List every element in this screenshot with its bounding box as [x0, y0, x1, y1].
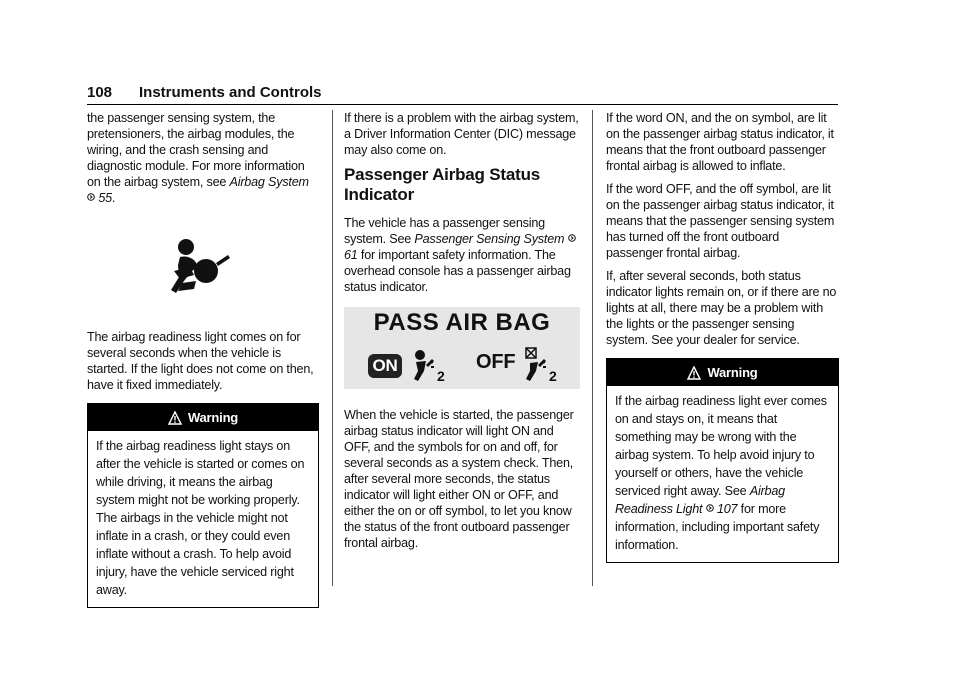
- warning-title: Warning: [707, 364, 758, 380]
- page-reference-arrow-icon: [87, 191, 98, 205]
- paragraph: If, after several seconds, both status indicator lights remain on, or if there are no lights at all, there may be a problem with the lights or the passenger sensing system. See your dealer for service.: [606, 269, 837, 347]
- page-ref[interactable]: 61: [344, 248, 358, 262]
- indicator-title: PASS AIR BAG: [373, 309, 551, 336]
- warning-title: Warning: [187, 409, 239, 425]
- column-2: [344, 110, 580, 558]
- svg-text:2: 2: [437, 368, 445, 383]
- page-header: [87, 84, 838, 105]
- page-number: 108: [87, 84, 113, 101]
- paragraph: If there is a problem with the airbag system, a Driver Information Center (DIC) message may also come on.: [344, 111, 579, 157]
- link-airbag-system[interactable]: Airbag System: [229, 175, 309, 189]
- warning-triangle-icon: [168, 411, 182, 425]
- passenger-airbag-on-icon: [410, 349, 450, 387]
- link-passenger-sensing-system[interactable]: Passenger Sensing System: [414, 232, 565, 246]
- warning-body: If the airbag readiness light ever comes on and stays on, it means that something may be wrong with the airbag system. To help avoid injury to yourself or others, have the vehicle serviced right away. See Airbag Readiness Light 107 for more information, including important safety information.: [615, 394, 827, 552]
- column-3: [606, 110, 839, 571]
- page-ref[interactable]: 55: [98, 191, 112, 205]
- section-title: Instruments and Controls: [139, 84, 322, 101]
- paragraph: If the word ON, and the on symbol, are lit on the passenger airbag status indicator, it means that the front outboard passenger frontal airbag is allowed to inflate.: [606, 111, 834, 173]
- paragraph: The vehicle has a passenger sensing system. See Passenger Sensing System 61 for important safety information. The overhead console has a passenger airbag status indicator.: [344, 215, 580, 295]
- page-reference-arrow-icon: [706, 502, 717, 516]
- page-reference-arrow-icon: [568, 232, 576, 246]
- column-1: [87, 110, 319, 616]
- warning-header: [607, 359, 838, 386]
- airbag-readiness-icon: [87, 213, 319, 323]
- warning-body: If the airbag readiness light stays on after the vehicle is started or comes on while driving, it means the airbag system might not be working properly. The airbags in the vehicle might not inflate in a crash, or they could even inflate without a crash. To help avoid injury, have the vehicle serviced right away.: [96, 439, 305, 597]
- warning-triangle-icon: [687, 366, 701, 380]
- off-label: OFF: [476, 351, 516, 373]
- link-airbag-readiness-light[interactable]: Airbag Readiness Light: [615, 484, 785, 516]
- warning-header: [88, 404, 318, 431]
- paragraph: The airbag readiness light comes on for several seconds when the vehicle is started. If the light does not come on then, have it fixed immediately.: [87, 330, 314, 392]
- paragraph: If the word OFF, and the off symbol, are lit on the passenger airbag status indicator, it means that the passenger sensing system has turned off the front outboard passenger frontal airbag.: [606, 182, 835, 260]
- column-divider: [332, 110, 333, 586]
- column-divider: [592, 110, 593, 586]
- warning-box: [87, 403, 319, 608]
- paragraph: the passenger sensing system, the pretensioners, the airbag modules, the wiring, and the crash sensing and diagnostic module. For more information on the airbag system, see Airbag System 55.: [87, 111, 309, 205]
- pass-air-bag-indicator: [344, 307, 580, 389]
- page-ref[interactable]: 107: [716, 502, 738, 516]
- paragraph: When the vehicle is started, the passenger airbag status indicator will light ON and OFF, and the symbols for on and off, for several seconds as a system check. Then, after several more seconds, the status indicator will light either ON or OFF, and either the on or off symbol, to let you know the status of the front outboard passenger frontal airbag.: [344, 408, 574, 550]
- on-label: ON: [368, 354, 402, 378]
- section-heading: Passenger Airbag Status Indicator: [344, 165, 541, 204]
- warning-box: [606, 358, 839, 563]
- passenger-airbag-off-icon: [520, 347, 562, 387]
- svg-text:2: 2: [549, 368, 557, 383]
